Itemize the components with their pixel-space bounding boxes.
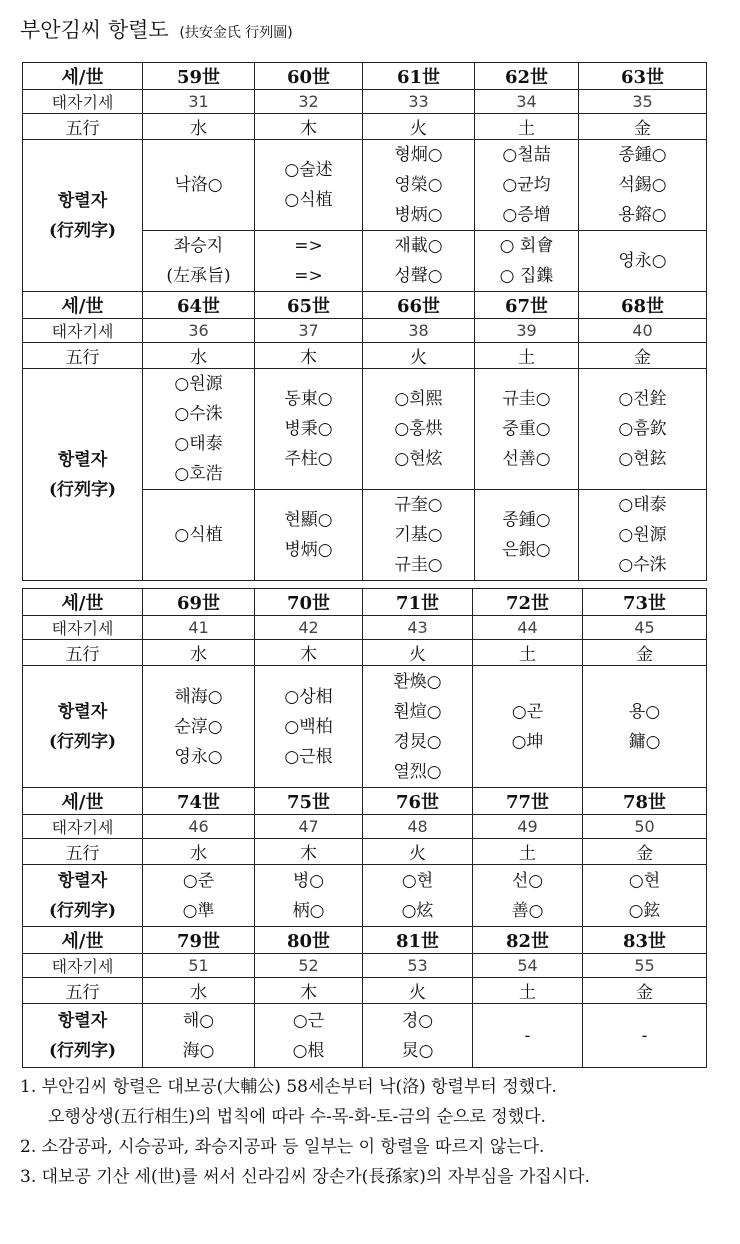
hangryeol-char: 규圭○ bbox=[394, 555, 443, 575]
hangryeol-cell bbox=[475, 490, 579, 581]
element-cell: 火 bbox=[363, 114, 475, 140]
hangryeol-cell bbox=[363, 231, 475, 292]
sede-label: 세/世 bbox=[23, 292, 143, 319]
hangryeol-char: => bbox=[294, 236, 323, 256]
generation-cell: 77世 bbox=[473, 788, 583, 815]
hangryeol-cell bbox=[255, 865, 363, 927]
generation-cell: 73世 bbox=[583, 589, 707, 616]
hangryeol-char: ○현鉉 bbox=[618, 449, 667, 469]
age-cell: 42 bbox=[255, 616, 363, 640]
hangryeol-char: 병○ bbox=[292, 870, 325, 891]
age-cell: 50 bbox=[583, 815, 707, 839]
age-cell: 43 bbox=[363, 616, 473, 640]
hangryeol-char: ○현 bbox=[401, 870, 434, 891]
note-1-cont: 오행상생(五行相生)의 법칙에 따라 수-목-화-토-금의 순으로 정했다. bbox=[48, 1107, 546, 1127]
hangryeol-char: 순淳○ bbox=[174, 716, 223, 737]
age-cell: 46 bbox=[143, 815, 255, 839]
hangryeol-char: ○ 집鏶 bbox=[499, 266, 554, 286]
hangryeol-cell bbox=[363, 140, 475, 231]
hangryeol-cell bbox=[255, 369, 363, 490]
hangryeol-cell bbox=[579, 231, 707, 292]
hangryeol-table-2 bbox=[22, 588, 707, 1068]
hangryeol-char: 훤煊○ bbox=[393, 701, 442, 722]
element-cell: 金 bbox=[579, 114, 707, 140]
hangryeol-cell bbox=[255, 231, 363, 292]
hangryeol-char: 석錫○ bbox=[618, 175, 667, 195]
hangryeol-char: 현顯○ bbox=[284, 510, 333, 530]
hangryeol-char: ○準 bbox=[182, 900, 215, 921]
hangryeol-char: ○坤 bbox=[511, 731, 544, 752]
hangryeol-cell bbox=[143, 666, 255, 788]
hangryeol-char: ○증增 bbox=[502, 205, 551, 225]
hangryeol-label bbox=[23, 666, 143, 788]
hangryeol-char: 海○ bbox=[182, 1040, 215, 1061]
hangryeol-char: 영永○ bbox=[618, 251, 667, 271]
generation-cell: 64世 bbox=[143, 292, 255, 319]
element-cell: 土 bbox=[473, 839, 583, 865]
hangryeol-cell bbox=[363, 666, 473, 788]
ohaeng-label: 五行 bbox=[23, 839, 143, 865]
generation-cell: 67世 bbox=[475, 292, 579, 319]
hangryeol-label-line: (行列字) bbox=[48, 220, 117, 241]
element-cell: 水 bbox=[143, 839, 255, 865]
element-cell: 水 bbox=[143, 343, 255, 369]
hangryeol-char: - bbox=[641, 1025, 648, 1046]
element-cell: 金 bbox=[579, 343, 707, 369]
title-sub: (扶安金氏 行列圖) bbox=[179, 25, 293, 41]
generation-cell: 79世 bbox=[143, 927, 255, 954]
age-cell: 55 bbox=[583, 954, 707, 978]
hangryeol-char: 선○ bbox=[511, 870, 544, 891]
element-cell: 木 bbox=[255, 978, 363, 1004]
age-cell: 45 bbox=[583, 616, 707, 640]
hangryeol-char: ○술述 bbox=[284, 160, 333, 180]
hangryeol-char: ○태泰 bbox=[618, 495, 667, 515]
hangryeol-char: ○炫 bbox=[401, 900, 434, 921]
hangryeol-char: 해○ bbox=[182, 1010, 215, 1031]
age-cell: 51 bbox=[143, 954, 255, 978]
hangryeol-cell bbox=[473, 865, 583, 927]
hangryeol-char: 기基○ bbox=[394, 525, 443, 545]
hangryeol-label bbox=[23, 369, 143, 581]
hangryeol-cell bbox=[143, 369, 255, 490]
hangryeol-char: 환煥○ bbox=[393, 671, 442, 692]
ohaeng-label: 五行 bbox=[23, 978, 143, 1004]
hangryeol-char: 좌승지 bbox=[173, 236, 224, 256]
hangryeol-cell bbox=[143, 1004, 255, 1068]
element-cell: 火 bbox=[363, 978, 473, 1004]
element-cell: 土 bbox=[475, 114, 579, 140]
hangryeol-char: ○수洙 bbox=[618, 555, 667, 575]
hangryeol-char: 주柱○ bbox=[284, 449, 333, 469]
hangryeol-cell bbox=[255, 490, 363, 581]
hangryeol-char: ○호浩 bbox=[174, 464, 223, 484]
age-label: 태자기세 bbox=[23, 616, 143, 640]
element-cell: 火 bbox=[363, 839, 473, 865]
hangryeol-cell bbox=[255, 140, 363, 231]
hangryeol-char: 낙洛○ bbox=[174, 175, 223, 195]
age-cell: 54 bbox=[473, 954, 583, 978]
hangryeol-char: ○수洙 bbox=[174, 404, 223, 424]
element-cell: 水 bbox=[143, 978, 255, 1004]
element-cell: 土 bbox=[473, 978, 583, 1004]
age-cell: 31 bbox=[143, 90, 255, 114]
hangryeol-char: ○준 bbox=[182, 870, 215, 891]
element-cell: 水 bbox=[143, 640, 255, 666]
hangryeol-cell bbox=[363, 490, 475, 581]
element-cell: 木 bbox=[255, 114, 363, 140]
hangryeol-char: 동東○ bbox=[284, 389, 333, 409]
hangryeol-char: 용鎔○ bbox=[618, 205, 667, 225]
generation-cell: 74世 bbox=[143, 788, 255, 815]
generation-cell: 71世 bbox=[363, 589, 473, 616]
generation-cell: 80世 bbox=[255, 927, 363, 954]
hangryeol-label-line: (行列字) bbox=[48, 731, 117, 752]
hangryeol-char: 영永○ bbox=[174, 746, 223, 767]
hangryeol-label-line: 항렬자 bbox=[57, 870, 108, 891]
age-cell: 44 bbox=[473, 616, 583, 640]
hangryeol-cell bbox=[583, 865, 707, 927]
hangryeol-char: ○희熙 bbox=[394, 389, 443, 409]
hangryeol-char: 은銀○ bbox=[502, 540, 551, 560]
hangryeol-char: 柄○ bbox=[292, 900, 325, 921]
generation-cell: 68世 bbox=[579, 292, 707, 319]
generation-cell: 81世 bbox=[363, 927, 473, 954]
hangryeol-cell bbox=[579, 369, 707, 490]
generation-cell: 83世 bbox=[583, 927, 707, 954]
hangryeol-cell bbox=[579, 140, 707, 231]
element-cell: 火 bbox=[363, 343, 475, 369]
age-cell: 38 bbox=[363, 319, 475, 343]
hangryeol-char: ○균均 bbox=[502, 175, 551, 195]
hangryeol-char: 용○ bbox=[628, 701, 661, 722]
hangryeol-char: ○현炫 bbox=[394, 449, 443, 469]
title-main: 부안김씨 항렬도 bbox=[20, 18, 169, 42]
hangryeol-label-line: 항렬자 bbox=[57, 1010, 108, 1031]
hangryeol-char: ○곤 bbox=[511, 701, 544, 722]
hangryeol-cell bbox=[363, 865, 473, 927]
hangryeol-char: ○원源 bbox=[174, 374, 223, 394]
hangryeol-char: 열烈○ bbox=[393, 761, 442, 782]
hangryeol-char: 재載○ bbox=[394, 236, 443, 256]
hangryeol-cell bbox=[475, 140, 579, 231]
hangryeol-char: ○상相 bbox=[284, 686, 333, 707]
age-cell: 47 bbox=[255, 815, 363, 839]
hangryeol-char: ○鉉 bbox=[628, 900, 661, 921]
hangryeol-char: ○根 bbox=[292, 1040, 325, 1061]
generation-cell: 65世 bbox=[255, 292, 363, 319]
hangryeol-char: 해海○ bbox=[174, 686, 223, 707]
hangryeol-char: (左承旨) bbox=[166, 266, 231, 286]
generation-cell: 66世 bbox=[363, 292, 475, 319]
age-cell: 32 bbox=[255, 90, 363, 114]
element-cell: 金 bbox=[583, 640, 707, 666]
page-title bbox=[20, 14, 293, 44]
hangryeol-char: ○ 회會 bbox=[499, 236, 554, 256]
sede-label: 세/世 bbox=[23, 788, 143, 815]
age-cell: 35 bbox=[579, 90, 707, 114]
generation-cell: 59世 bbox=[143, 63, 255, 90]
note-1: 1. 부안김씨 항렬은 대보공(大輔公) 58세손부터 낙(洛) 항렬부터 정했다. bbox=[20, 1077, 557, 1097]
notes bbox=[20, 1072, 732, 1192]
ohaeng-label: 五行 bbox=[23, 114, 143, 140]
age-cell: 53 bbox=[363, 954, 473, 978]
age-cell: 40 bbox=[579, 319, 707, 343]
hangryeol-label bbox=[23, 865, 143, 927]
hangryeol-cell bbox=[363, 369, 475, 490]
age-label: 태자기세 bbox=[23, 954, 143, 978]
hangryeol-char: 善○ bbox=[511, 900, 544, 921]
element-cell: 金 bbox=[583, 839, 707, 865]
hangryeol-char: 규奎○ bbox=[394, 495, 443, 515]
element-cell: 木 bbox=[255, 343, 363, 369]
generation-cell: 75世 bbox=[255, 788, 363, 815]
hangryeol-cell bbox=[473, 1004, 583, 1068]
hangryeol-cell bbox=[255, 666, 363, 788]
hangryeol-char: ○흠欽 bbox=[618, 419, 667, 439]
generation-cell: 76世 bbox=[363, 788, 473, 815]
age-cell: 52 bbox=[255, 954, 363, 978]
age-cell: 49 bbox=[473, 815, 583, 839]
hangryeol-label-line: (行列字) bbox=[48, 1040, 117, 1061]
note-3: 3. 대보공 기산 세(世)를 써서 신라김씨 장손가(長孫家)의 자부심을 가집시다. bbox=[20, 1167, 590, 1187]
ohaeng-label: 五行 bbox=[23, 343, 143, 369]
hangryeol-label-line: (行列字) bbox=[48, 479, 117, 500]
hangryeol-char: 종鍾○ bbox=[502, 510, 551, 530]
generation-cell: 70世 bbox=[255, 589, 363, 616]
age-label: 태자기세 bbox=[23, 815, 143, 839]
hangryeol-cell bbox=[475, 231, 579, 292]
hangryeol-label bbox=[23, 140, 143, 292]
hangryeol-char: 병秉○ bbox=[284, 419, 333, 439]
hangryeol-cell bbox=[143, 140, 255, 231]
element-cell: 火 bbox=[363, 640, 473, 666]
hangryeol-char: 규圭○ bbox=[502, 389, 551, 409]
age-cell: 36 bbox=[143, 319, 255, 343]
hangryeol-cell bbox=[475, 369, 579, 490]
hangryeol-char: 성聲○ bbox=[394, 266, 443, 286]
age-label: 태자기세 bbox=[23, 319, 143, 343]
element-cell: 水 bbox=[143, 114, 255, 140]
age-cell: 41 bbox=[143, 616, 255, 640]
hangryeol-char: ○홍烘 bbox=[394, 419, 443, 439]
hangryeol-char: ○태泰 bbox=[174, 434, 223, 454]
age-cell: 37 bbox=[255, 319, 363, 343]
hangryeol-cell bbox=[583, 1004, 707, 1068]
generation-cell: 78世 bbox=[583, 788, 707, 815]
hangryeol-char: 경炅○ bbox=[393, 731, 442, 752]
hangryeol-char: 영榮○ bbox=[394, 175, 443, 195]
hangryeol-char: 중重○ bbox=[502, 419, 551, 439]
sede-label: 세/世 bbox=[23, 589, 143, 616]
hangryeol-char: - bbox=[524, 1025, 531, 1046]
element-cell: 金 bbox=[583, 978, 707, 1004]
hangryeol-table-1 bbox=[22, 62, 707, 581]
hangryeol-char: ○백柏 bbox=[284, 716, 333, 737]
element-cell: 木 bbox=[255, 640, 363, 666]
hangryeol-label-line: (行列字) bbox=[48, 900, 117, 921]
hangryeol-char: ○근 bbox=[292, 1010, 325, 1031]
hangryeol-char: ○식植 bbox=[174, 525, 223, 545]
hangryeol-label-line: 항렬자 bbox=[57, 449, 108, 470]
hangryeol-cell bbox=[143, 231, 255, 292]
hangryeol-char: 종鍾○ bbox=[618, 145, 667, 165]
age-cell: 34 bbox=[475, 90, 579, 114]
hangryeol-cell bbox=[473, 666, 583, 788]
sede-label: 세/世 bbox=[23, 63, 143, 90]
sede-label: 세/世 bbox=[23, 927, 143, 954]
element-cell: 木 bbox=[255, 839, 363, 865]
hangryeol-label-line: 항렬자 bbox=[57, 190, 108, 211]
hangryeol-char: ○근根 bbox=[284, 746, 333, 767]
hangryeol-cell bbox=[579, 490, 707, 581]
hangryeol-char: => bbox=[294, 266, 323, 286]
hangryeol-char: 경○ bbox=[401, 1010, 434, 1031]
age-cell: 48 bbox=[363, 815, 473, 839]
generation-cell: 62世 bbox=[475, 63, 579, 90]
hangryeol-cell bbox=[363, 1004, 473, 1068]
generation-cell: 82世 bbox=[473, 927, 583, 954]
generation-cell: 72世 bbox=[473, 589, 583, 616]
hangryeol-char: ○원源 bbox=[618, 525, 667, 545]
hangryeol-char: ○철喆 bbox=[502, 145, 551, 165]
hangryeol-cell bbox=[583, 666, 707, 788]
age-label: 태자기세 bbox=[23, 90, 143, 114]
note-2: 2. 소감공파, 시승공파, 좌승지공파 등 일부는 이 항렬을 따르지 않는다. bbox=[20, 1137, 545, 1157]
age-cell: 39 bbox=[475, 319, 579, 343]
hangryeol-char: 병炳○ bbox=[394, 205, 443, 225]
hangryeol-char: 형炯○ bbox=[394, 145, 443, 165]
hangryeol-label-line: 항렬자 bbox=[57, 701, 108, 722]
hangryeol-cell bbox=[255, 1004, 363, 1068]
generation-cell: 63世 bbox=[579, 63, 707, 90]
age-cell: 33 bbox=[363, 90, 475, 114]
hangryeol-char: 병炳○ bbox=[284, 540, 333, 560]
hangryeol-cell bbox=[143, 865, 255, 927]
hangryeol-label bbox=[23, 1004, 143, 1068]
hangryeol-char: 선善○ bbox=[502, 449, 551, 469]
element-cell: 土 bbox=[475, 343, 579, 369]
generation-cell: 61世 bbox=[363, 63, 475, 90]
hangryeol-char: ○식植 bbox=[284, 190, 333, 210]
hangryeol-char: 炅○ bbox=[401, 1040, 434, 1061]
element-cell: 土 bbox=[473, 640, 583, 666]
hangryeol-char: 鏞○ bbox=[628, 731, 661, 752]
hangryeol-char: ○현 bbox=[628, 870, 661, 891]
hangryeol-char: ○전銓 bbox=[618, 389, 667, 409]
generation-cell: 69世 bbox=[143, 589, 255, 616]
hangryeol-cell bbox=[143, 490, 255, 581]
ohaeng-label: 五行 bbox=[23, 640, 143, 666]
generation-cell: 60世 bbox=[255, 63, 363, 90]
